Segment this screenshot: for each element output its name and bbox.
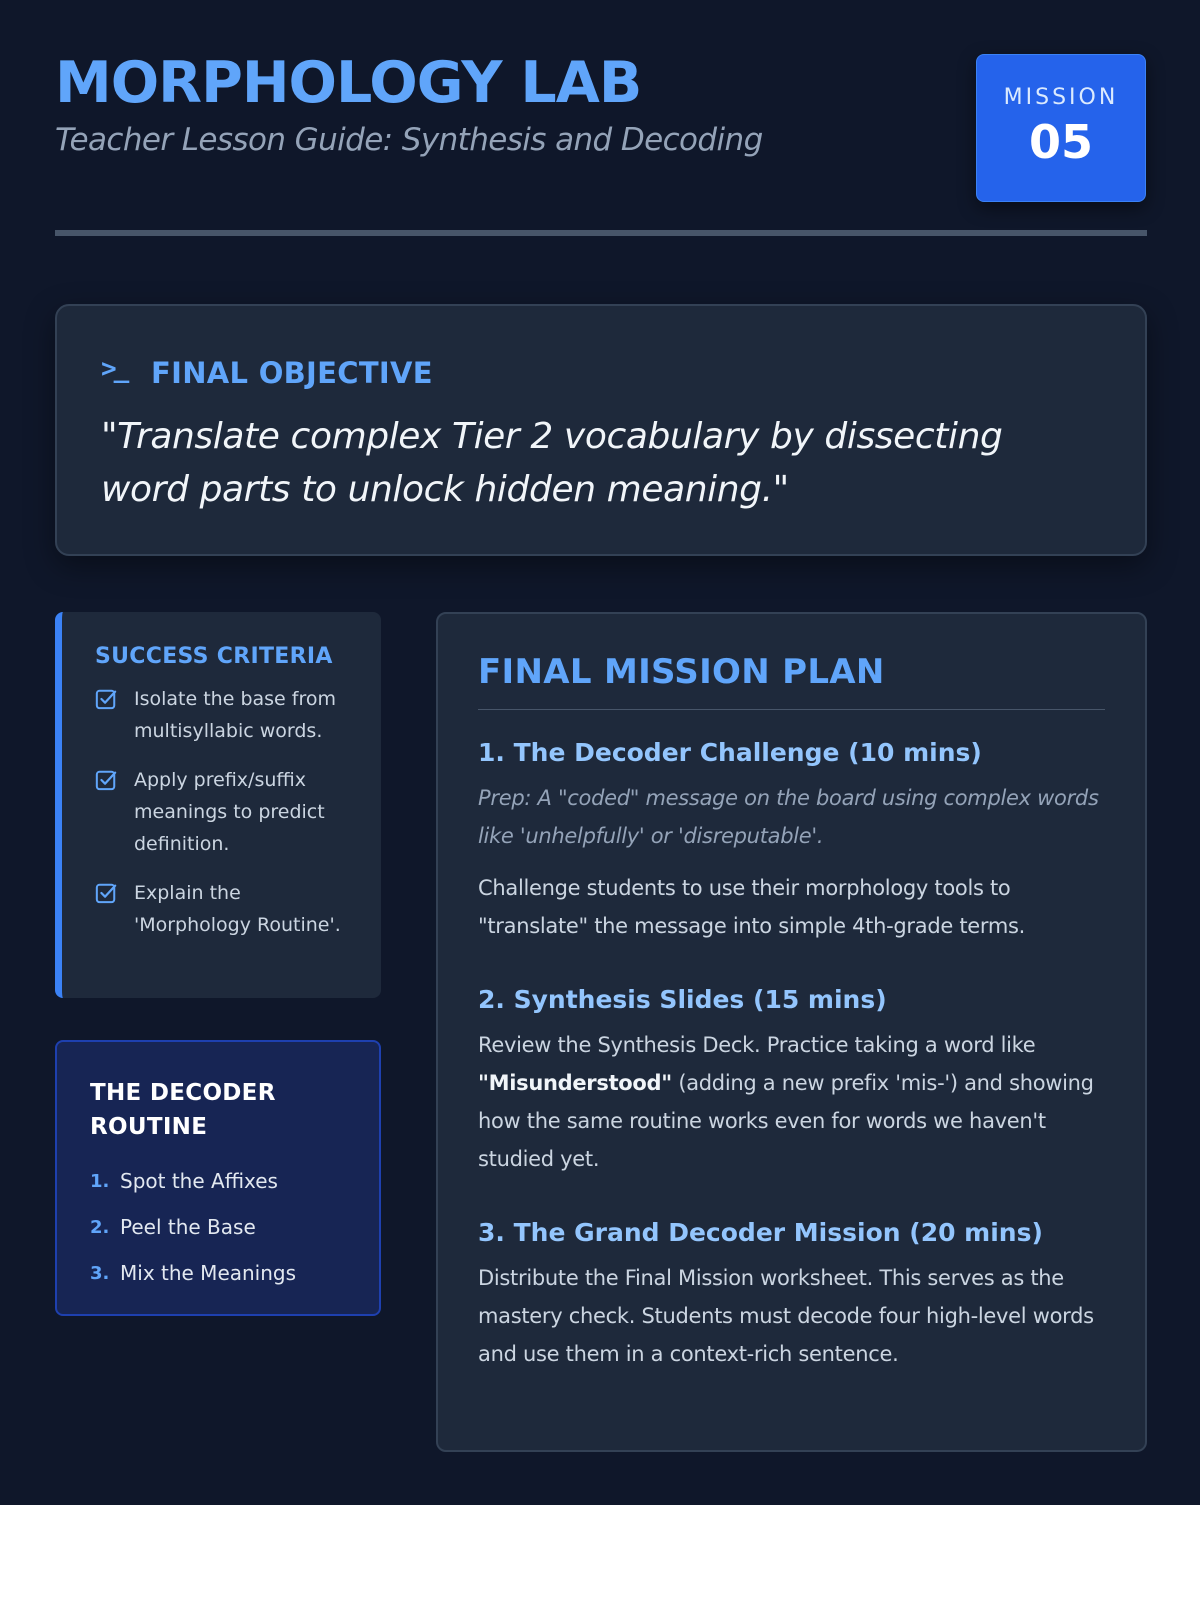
routine-step-text: Peel the Base: [120, 1215, 256, 1239]
routine-step-text: Spot the Affixes: [120, 1169, 278, 1193]
criteria-item: [95, 764, 361, 860]
final-mission-plan-card: [436, 612, 1147, 1452]
mission-number: 05: [1028, 115, 1093, 169]
example-word: "Misunderstood": [478, 1071, 672, 1095]
routine-step-number: 1.: [90, 1170, 110, 1192]
header-divider: [55, 230, 1147, 236]
plan-step-body: Distribute the Final Mission worksheet. This serves as the mastery check. Students must decode four high-level words and use them in a context-rich sentence.: [478, 1266, 1094, 1366]
success-criteria-heading: SUCCESS CRITERIA: [95, 644, 333, 669]
criteria-item: [95, 877, 361, 941]
routine-heading: THE DECODER ROUTINE: [90, 1080, 276, 1140]
plan-step: [478, 985, 1105, 1178]
decoder-routine-card: [55, 1040, 381, 1316]
terminal-prompt-icon: >_: [101, 354, 127, 384]
criteria-text: Apply prefix/suffix meanings to predict definition.: [134, 769, 325, 855]
plan-step-body-text: (adding a new prefix 'mis-') and showing how the same routine works even for words we haven't studied yet.: [478, 1071, 1094, 1171]
objective-quote: "Translate complex Tier 2 vocabulary by dissecting word parts to unlock hidden meaning.": [101, 416, 1003, 510]
objective-heading: FINAL OBJECTIVE: [151, 356, 433, 390]
routine-step: [90, 1250, 359, 1296]
page-title: MORPHOLOGY LAB: [55, 50, 642, 116]
checkbox-checked-icon: [95, 882, 117, 904]
plan-step-body-text: Review the Synthesis Deck. Practice taking a word like: [478, 1033, 1036, 1057]
plan-divider: [478, 709, 1105, 710]
plan-step-body: [478, 1026, 1105, 1178]
routine-step: [90, 1158, 359, 1204]
routine-step-number: 2.: [90, 1216, 110, 1238]
plan-step-prep: Prep: A "coded" message on the board using complex words like 'unhelpfully' or 'disreputable'.: [478, 786, 1099, 848]
criteria-item: [95, 683, 361, 747]
final-objective-card: [55, 304, 1147, 556]
plan-step: [478, 1218, 1105, 1373]
checkbox-checked-icon: [95, 688, 117, 710]
checkbox-checked-icon: [95, 769, 117, 791]
plan-step-body: Challenge students to use their morphology tools to "translate" the message into simple 4th-grade terms.: [478, 876, 1026, 938]
plan-step-title: 3. The Grand Decoder Mission (20 mins): [478, 1218, 1043, 1247]
mission-badge: [976, 54, 1146, 202]
plan-step-title: 2. Synthesis Slides (15 mins): [478, 985, 887, 1014]
routine-step-text: Mix the Meanings: [120, 1261, 297, 1285]
routine-step-number: 3.: [90, 1262, 110, 1284]
success-criteria-card: [55, 612, 381, 998]
criteria-text: Explain the 'Morphology Routine'.: [134, 882, 341, 936]
plan-heading: FINAL MISSION PLAN: [478, 652, 885, 692]
criteria-text: Isolate the base from multisyllabic words.: [134, 688, 336, 742]
page-subtitle: Teacher Lesson Guide: Synthesis and Decoding: [55, 122, 763, 158]
mission-label: MISSION: [1003, 85, 1119, 110]
plan-step-title: 1. The Decoder Challenge (10 mins): [478, 738, 982, 767]
routine-step: [90, 1204, 359, 1250]
plan-step: [478, 738, 1105, 945]
